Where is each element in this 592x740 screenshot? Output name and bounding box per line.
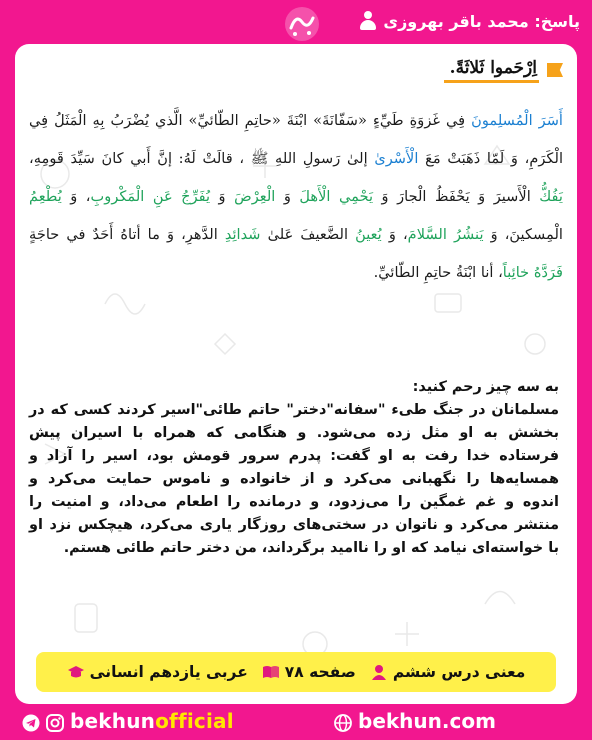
footer (0, 706, 592, 740)
responder-name: پاسخ: محمد باقر بهروزی (383, 11, 580, 31)
social-handle[interactable] (70, 709, 234, 733)
translation-line: فرستاده خدا رفت به او گفت: پدرم سرور قومش بود، اسیر را آزاد و (29, 448, 559, 464)
content-card (15, 44, 577, 704)
person-icon (370, 664, 388, 680)
arabic-line (29, 140, 563, 178)
arabic-text: ، وَ (381, 226, 408, 243)
arabic-line (29, 216, 563, 254)
page-number: صفحه ۷۸ (284, 663, 356, 681)
highlight-word: يَنشُرُ السَّلامَ (407, 226, 484, 243)
highlight-word: يَفُكُّ (539, 188, 563, 205)
book-info (67, 663, 248, 681)
book-icon (262, 664, 280, 680)
arabic-text: الدَّهرِ، وَ ما أتاهُ أَحَدٌ في حاجَةٍ (29, 226, 225, 243)
highlight-word: الْأَسْرىٰ (374, 150, 419, 167)
highlight-word: شَدائِدِ (224, 226, 261, 243)
lesson-title (444, 58, 563, 82)
highlight-word: الْعِرْضَ (234, 188, 276, 205)
arabic-text: وَ (210, 188, 235, 205)
highlight-word: يُطْعِمُ (29, 188, 62, 205)
lesson-info-bar (36, 652, 556, 692)
arabic-line (29, 254, 563, 292)
translation-line: با خواسته‌ای نیامد که او را ناامید برگرداند، من دختر حاتم طائی هستم. (63, 540, 559, 556)
handle-suffix: official (155, 709, 234, 733)
arabic-text: الْأَسيرَ وَ يَحْفَظُ الْجارَ وَ (373, 188, 540, 205)
arabic-text: إلىٰ رَسولِ اللهِ ﷺ ، قالَتْ لَهُ: إنَّ أَبي كانَ سَيِّدَ قَومِهِ، (29, 150, 375, 167)
arabic-text: الضَّعيفَ عَلىٰ (260, 226, 356, 243)
graduation-cap-icon (67, 664, 85, 680)
book-name: عربی یازدهم انسانی (89, 663, 248, 681)
title-flag-icon (547, 63, 563, 77)
translation-line: مسلمانان در جنگ طیء "سفانه"دختر" حاتم طائی"اسیر کردند کسی که در (29, 402, 559, 418)
persian-translation (29, 376, 559, 560)
lesson-title-text: اِرْحَموا ثَلاثَةً. (444, 58, 539, 83)
translation-line: همسایه‌ها را نگهبانی می‌کرد و از خانواده و ناموس حمایت می‌کرد و (29, 471, 559, 487)
highlight-word: يَحْمِي الْأَهلَ (299, 188, 374, 205)
bekhun-logo (282, 4, 322, 44)
highlight-word: يُفَرِّجُ عَنِ الْمَكْروبِ (90, 188, 211, 205)
highlight-word: يُعينُ (355, 226, 382, 243)
arabic-text: الْكَرَمِ، وَ لَمّا ذَهَبَتْ مَعَ (418, 150, 563, 167)
arabic-text: ، أنا ابْنَةُ حاتِمِ الطّائيِّ. (373, 264, 503, 281)
arabic-line (29, 102, 563, 140)
arabic-text: الْمِسكينَ، وَ (483, 226, 563, 243)
arabic-line (29, 178, 563, 216)
website-link[interactable]: bekhun.com (358, 709, 496, 733)
translation-line: منتشر می‌کرد و ناتوان در سختی‌های روزگار یاری می‌کرد، هیچکس نزد او (29, 517, 559, 533)
highlight-word: فَرَدَّهُ خائِباً (502, 264, 563, 281)
top-bar (0, 0, 592, 44)
translation-heading: به سه چیز رحم کنید: (412, 379, 559, 395)
arabic-text: فِي غَزوَةِ طَيِّءٍ «سَفّانَةَ» ابْنَةَ «حاتِمِ الطّائيِّ» الَّذي يُضْرَبُ بِهِ الْمَثَلُ فِي (29, 112, 472, 129)
arabic-passage (29, 102, 563, 292)
arabic-text: وَ (275, 188, 300, 205)
arabic-text: ، وَ (61, 188, 91, 205)
translation-line: اندوه و غم غمگین را می‌زدود، و درمانده را اطعام می‌داد، و امنیت را (29, 494, 559, 510)
telegram-icon[interactable] (22, 714, 40, 732)
instagram-icon[interactable] (46, 714, 64, 732)
person-icon (359, 11, 377, 31)
globe-icon[interactable] (334, 714, 352, 732)
highlight-word: أَسَرَ الْمُسلِمونَ (471, 112, 563, 129)
page-info (262, 663, 356, 681)
translation-line: بخشش به او مثل زده می‌شود. و هنگامی که همراه با اسیران پیش (29, 425, 559, 441)
responder-credit (359, 9, 580, 33)
handle-prefix: bekhun (70, 709, 156, 733)
lesson-name: معنی درس ششم (392, 663, 526, 681)
lesson-info (370, 663, 526, 681)
